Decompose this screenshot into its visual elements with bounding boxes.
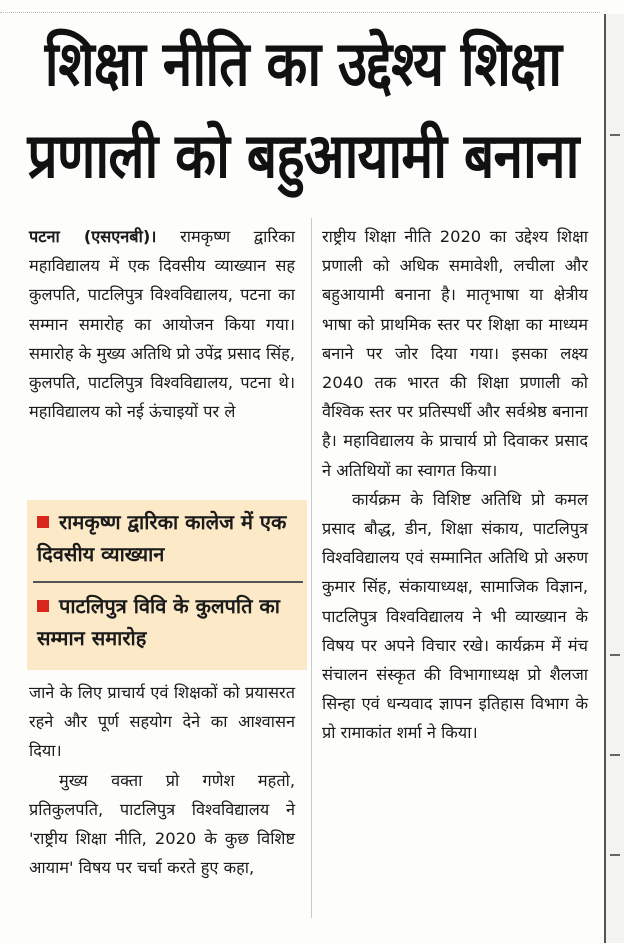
right-column (322, 222, 588, 748)
headline (8, 18, 598, 202)
left-para-1-text: रामकृष्ण द्वारिका महाविद्यालय में एक दिवसीय व्याख्यान सह कुलपति, पाटलिपुत्र विश्वविद्यालय, पटना का सम्मान समारोह का आयोजन किया गया। समारोह के मुख्य अतिथि प्रो उपेंद्र प्रसाद सिंह, कुलपति, पाटलिपुत्र विश्वविद्यालय, पटना थे। महाविद्यालय को नई ऊंचाइयों पर ले (29, 227, 295, 422)
edge-mark (610, 854, 620, 856)
highlight-divider (33, 581, 303, 583)
adjacent-page-edge (604, 14, 624, 943)
highlight-item-1-text: रामकृष्ण द्वारिका कालेज में एक दिवसीय व्याख्यान (37, 510, 287, 566)
column-divider (311, 218, 312, 918)
right-para-2: कार्यक्रम के विशिष्ट अतिथि प्रो कमल प्रसाद बौद्ध, डीन, शिक्षा संकाय, पाटलिपुत्र विश्वविद्यालय एवं सम्मानित अतिथि प्रो अरुण कुमार सिंह, संकायाध्यक्ष, सामाजिक विज्ञान, पाटलिपुत्र विश्वविद्यालय ने भी व्याख्यान के विषय पर अपने विचार रखे। कार्यक्रम में मंच संचालन संस्कृत की विभागाध्यक्ष प्रो शैलजा सिन्हा एवं धन्यवाद ज्ञापन इतिहास विभाग के प्रो रामाकांत शर्मा ने किया। (322, 489, 588, 743)
left-column (29, 222, 295, 426)
right-para-1: राष्ट्रीय शिक्षा नीति 2020 का उद्देश्य शिक्षा प्रणाली को अधिक समावेशी, लचीला और बहुआयामी बनाना है। मातृभाषा या क्षेत्रीय भाषा को प्राथमिक स्तर पर शिक्षा का माध्यम बनाने पर जोर दिया गया। इसका लक्ष्य 2040 तक भारत की शिक्षा प्रणाली को वैश्विक स्तर पर प्रतिस्पर्धी और सर्वश्रेष्ठ बनाना है। महाविद्यालय के प्राचार्य प्रो दिवाकर प्रसाद ने अतिथियों का स्वागत किया। (322, 227, 588, 480)
top-page-edge (0, 0, 600, 13)
highlight-item-2-text: पाटलिपुत्र विवि के कुलपति का सम्मान समारोह (37, 594, 280, 650)
headline-line-1: शिक्षा नीति का उद्देश्य शिक्षा (44, 27, 562, 100)
edge-mark (610, 754, 620, 756)
highlight-item-2 (37, 590, 302, 654)
edge-mark (610, 654, 620, 656)
red-square-bullet-icon (37, 516, 49, 528)
left-para-2: जाने के लिए प्राचार्य एवं शिक्षकों को प्रयासरत रहने और पूर्ण सहयोग देने का आश्वासन दिया। (29, 683, 295, 761)
headline-line-2: प्रणाली को बहुआयामी बनाना (27, 119, 579, 192)
highlight-box (27, 500, 307, 670)
left-para-1 (29, 222, 295, 426)
left-para-3: मुख्य वक्ता प्रो गणेश महतो, प्रतिकुलपति, पाटलिपुत्र विश्वविद्यालय ने 'राष्ट्रीय शिक्षा नीति, 2020 के कुछ विशिष्ट आयाम' विषय पर चर्चा करते हुए कहा, (29, 770, 295, 878)
highlight-item-1 (37, 506, 302, 570)
red-square-bullet-icon (37, 600, 49, 612)
left-column-continued (29, 678, 295, 882)
edge-mark (610, 134, 620, 136)
dateline: पटना (एसएनबी)। (29, 227, 157, 246)
